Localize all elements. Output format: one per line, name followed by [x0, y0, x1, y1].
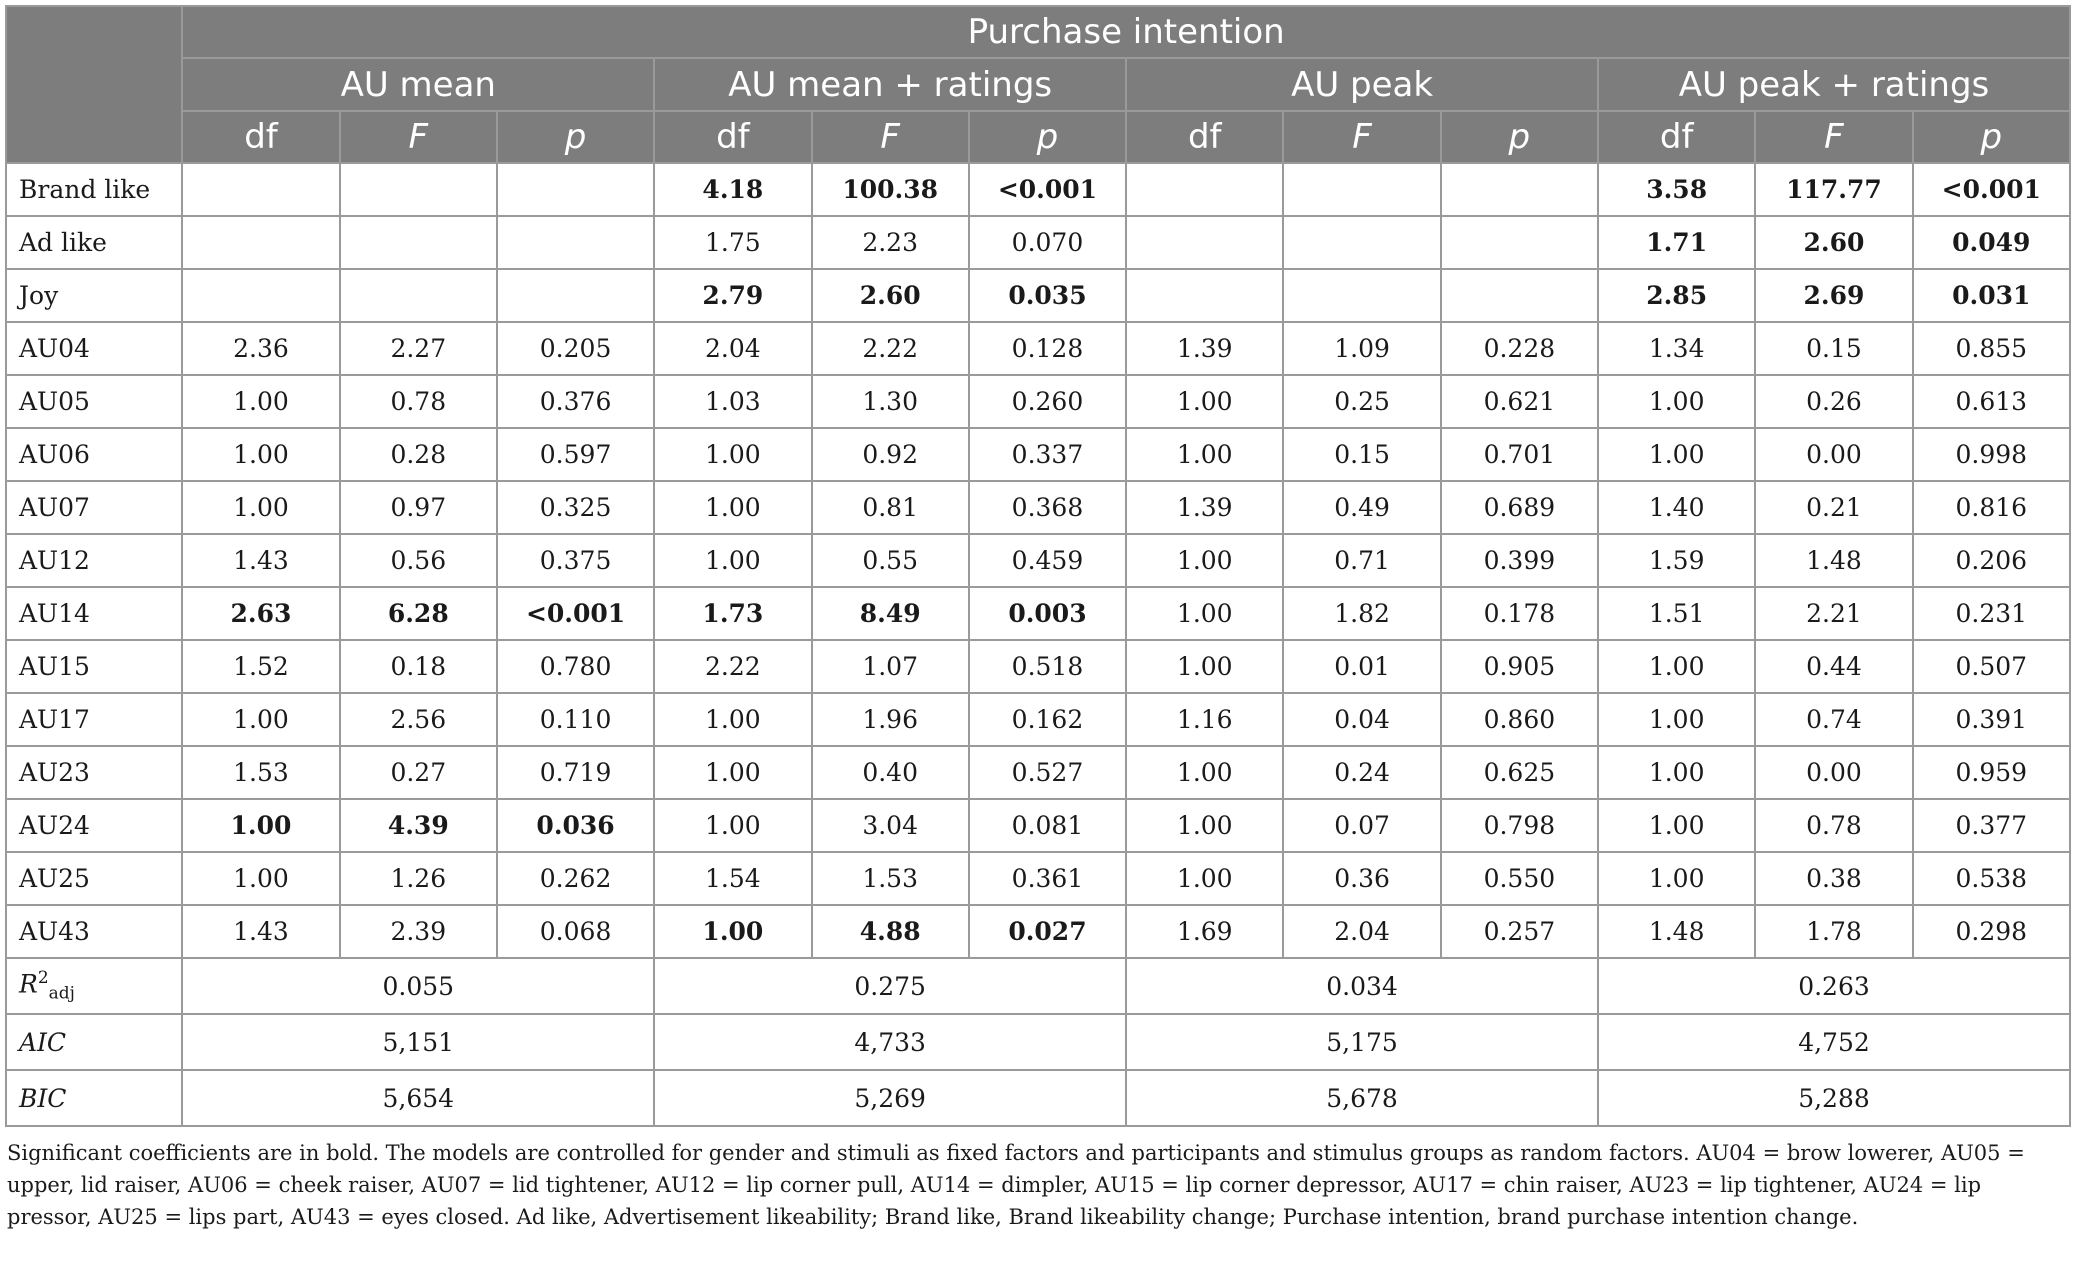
table-cell: [497, 163, 654, 216]
table-cell: [1283, 163, 1440, 216]
fit-row: [6, 1070, 2070, 1126]
table-row: [6, 322, 2070, 375]
table-cell: 0.031: [1913, 269, 2070, 322]
table-cell: 1.00: [1126, 746, 1283, 799]
fit-row: [6, 1014, 2070, 1070]
table-cell: 1.00: [182, 693, 339, 746]
table-cell: 0.780: [497, 640, 654, 693]
table-cell: 0.97: [340, 481, 497, 534]
table-cell: 0.92: [812, 428, 969, 481]
fit-value: 4,733: [654, 1014, 1126, 1070]
table-cell: 0.719: [497, 746, 654, 799]
table-row: [6, 534, 2070, 587]
table-cell: 0.361: [969, 852, 1126, 905]
table-cell: 1.00: [1126, 534, 1283, 587]
subheader-p: p: [969, 111, 1126, 163]
table-cell: [1441, 269, 1598, 322]
table-cell: [182, 269, 339, 322]
table-cell: 0.507: [1913, 640, 2070, 693]
row-label: AU04: [6, 322, 182, 375]
table-cell: 0.049: [1913, 216, 2070, 269]
table-cell: 1.69: [1126, 905, 1283, 958]
fit-label: [6, 958, 182, 1014]
table-cell: 0.325: [497, 481, 654, 534]
subheader-f: F: [1283, 111, 1440, 163]
table-cell: 0.035: [969, 269, 1126, 322]
table-cell: [497, 269, 654, 322]
table-cell: 0.28: [340, 428, 497, 481]
fit-label: BIC: [6, 1070, 182, 1126]
table-cell: 0.068: [497, 905, 654, 958]
table-cell: 1.48: [1755, 534, 1912, 587]
subheader-df: df: [1126, 111, 1283, 163]
table-cell: 0.399: [1441, 534, 1598, 587]
fit-value: 0.275: [654, 958, 1126, 1014]
table-cell: 4.39: [340, 799, 497, 852]
table-cell: 0.00: [1755, 428, 1912, 481]
table-cell: 3.58: [1598, 163, 1755, 216]
table-cell: 0.162: [969, 693, 1126, 746]
table-cell: 2.22: [654, 640, 811, 693]
table-cell: 2.85: [1598, 269, 1755, 322]
table-cell: 0.081: [969, 799, 1126, 852]
table-row: [6, 269, 2070, 322]
table-cell: 0.518: [969, 640, 1126, 693]
table-cell: 1.53: [812, 852, 969, 905]
table-cell: [1126, 269, 1283, 322]
table-cell: 1.59: [1598, 534, 1755, 587]
table-cell: 2.69: [1755, 269, 1912, 322]
table-cell: 1.26: [340, 852, 497, 905]
table-cell: 2.39: [340, 905, 497, 958]
table-cell: [497, 216, 654, 269]
table-cell: 1.39: [1126, 322, 1283, 375]
table-cell: 0.701: [1441, 428, 1598, 481]
subheader-p: p: [1913, 111, 2070, 163]
table-cell: 0.003: [969, 587, 1126, 640]
table-cell: 1.07: [812, 640, 969, 693]
table-cell: 1.00: [182, 481, 339, 534]
subheader-df: df: [654, 111, 811, 163]
table-cell: 0.377: [1913, 799, 2070, 852]
table-cell: 0.070: [969, 216, 1126, 269]
fit-value: 4,752: [1598, 1014, 2070, 1070]
table-cell: 1.73: [654, 587, 811, 640]
row-label: AU14: [6, 587, 182, 640]
subheader-df: df: [1598, 111, 1755, 163]
row-label: AU12: [6, 534, 182, 587]
table-cell: 1.00: [1126, 428, 1283, 481]
table-cell: 0.550: [1441, 852, 1598, 905]
table-cell: [1283, 269, 1440, 322]
table-cell: 0.206: [1913, 534, 2070, 587]
table-cell: 1.30: [812, 375, 969, 428]
fit-value: 5,288: [1598, 1070, 2070, 1126]
table-cell: 1.00: [1126, 375, 1283, 428]
table-cell: 1.00: [654, 746, 811, 799]
table-cell: 0.625: [1441, 746, 1598, 799]
fit-row: [6, 958, 2070, 1014]
table-cell: 0.27: [340, 746, 497, 799]
table-cell: 1.43: [182, 534, 339, 587]
table-cell: 0.257: [1441, 905, 1598, 958]
table-cell: 0.74: [1755, 693, 1912, 746]
row-label: AU05: [6, 375, 182, 428]
table-cell: 4.18: [654, 163, 811, 216]
table-cell: 0.55: [812, 534, 969, 587]
table-footnote: Significant coefficients are in bold. The models are controlled for gender and stimuli as fixed factors and participants and stimulus groups as random factors. AU04 = brow lowerer, AU05 = upper, lid raiser, AU06 = cheek raiser, AU07 = lid tightener, AU12 = lip corner pull, AU14 = dimpler, AU15 = lip corner depressor, AU17 = chin raiser, AU23 = lip tightener, AU24 = lip pressor, AU25 = lips part, AU43 = eyes closed. Ad like, Advertisement likeability; Brand like, Brand likeability change; Purchase intention, brand purchase intention change.: [7, 1141, 2025, 1229]
table-cell: 4.88: [812, 905, 969, 958]
results-table: [5, 5, 2071, 1127]
table-cell: 1.00: [1598, 799, 1755, 852]
table-row: [6, 852, 2070, 905]
table-cell: 1.09: [1283, 322, 1440, 375]
fit-label: AIC: [6, 1014, 182, 1070]
row-label: AU07: [6, 481, 182, 534]
table-cell: 0.368: [969, 481, 1126, 534]
table-cell: 1.00: [182, 375, 339, 428]
table-header: [6, 6, 2070, 163]
row-label: AU17: [6, 693, 182, 746]
table-cell: 1.00: [654, 905, 811, 958]
fit-value: 5,678: [1126, 1070, 1598, 1126]
subheader-row: [6, 111, 2070, 163]
table-cell: 1.34: [1598, 322, 1755, 375]
table-row: [6, 693, 2070, 746]
table-row: [6, 905, 2070, 958]
group-header-au-mean-ratings: AU mean + ratings: [654, 58, 1126, 111]
table-cell: 1.53: [182, 746, 339, 799]
table-cell: 0.260: [969, 375, 1126, 428]
table-cell: 0.298: [1913, 905, 2070, 958]
table-cell: 0.15: [1283, 428, 1440, 481]
table-cell: 0.71: [1283, 534, 1440, 587]
table-cell: 1.51: [1598, 587, 1755, 640]
row-label: AU24: [6, 799, 182, 852]
fit-value: 5,175: [1126, 1014, 1598, 1070]
table-row: [6, 375, 2070, 428]
subheader-p: p: [497, 111, 654, 163]
table-cell: 1.00: [654, 534, 811, 587]
table-cell: 0.40: [812, 746, 969, 799]
group-header-au-mean: AU mean: [182, 58, 654, 111]
table-cell: 1.75: [654, 216, 811, 269]
table-cell: 6.28: [340, 587, 497, 640]
table-cell: 1.00: [182, 852, 339, 905]
table-cell: 1.16: [1126, 693, 1283, 746]
table-cell: 0.262: [497, 852, 654, 905]
table-cell: 0.816: [1913, 481, 2070, 534]
table-cell: 0.459: [969, 534, 1126, 587]
table-row: [6, 216, 2070, 269]
table-cell: 0.01: [1283, 640, 1440, 693]
table-row: [6, 428, 2070, 481]
table-cell: 1.00: [1598, 428, 1755, 481]
table-cell: 2.60: [1755, 216, 1912, 269]
table-cell: [1441, 163, 1598, 216]
table-cell: 1.00: [1598, 693, 1755, 746]
table-row: [6, 799, 2070, 852]
table-cell: 8.49: [812, 587, 969, 640]
table-cell: [182, 163, 339, 216]
table-cell: 0.178: [1441, 587, 1598, 640]
table-cell: 1.00: [182, 799, 339, 852]
table-cell: 1.00: [1598, 640, 1755, 693]
table-cell: 1.00: [1598, 746, 1755, 799]
table-cell: 1.00: [654, 693, 811, 746]
row-label: AU43: [6, 905, 182, 958]
table-cell: [340, 216, 497, 269]
fit-value: 0.263: [1598, 958, 2070, 1014]
table-cell: 1.52: [182, 640, 339, 693]
subheader-f: F: [340, 111, 497, 163]
group-header-au-peak-ratings: AU peak + ratings: [1598, 58, 2070, 111]
fit-value: 5,654: [182, 1070, 654, 1126]
table-row: [6, 481, 2070, 534]
table-cell: 0.231: [1913, 587, 2070, 640]
table-cell: 0.110: [497, 693, 654, 746]
table-cell: 1.82: [1283, 587, 1440, 640]
table-cell: 0.04: [1283, 693, 1440, 746]
table-cell: [182, 216, 339, 269]
row-label: AU15: [6, 640, 182, 693]
table-cell: 0.027: [969, 905, 1126, 958]
table-cell: 0.24: [1283, 746, 1440, 799]
table-cell: 2.04: [1283, 905, 1440, 958]
table-body: [6, 163, 2070, 1126]
table-cell: 0.36: [1283, 852, 1440, 905]
table-cell: 2.56: [340, 693, 497, 746]
table-cell: 0.376: [497, 375, 654, 428]
table-cell: 0.860: [1441, 693, 1598, 746]
table-cell: 0.44: [1755, 640, 1912, 693]
table-cell: 0.26: [1755, 375, 1912, 428]
table-cell: 1.03: [654, 375, 811, 428]
table-cell: [1126, 216, 1283, 269]
table-cell: 0.375: [497, 534, 654, 587]
table-cell: 0.855: [1913, 322, 2070, 375]
table-cell: 2.21: [1755, 587, 1912, 640]
table-cell: 1.00: [1126, 852, 1283, 905]
table-cell: 1.43: [182, 905, 339, 958]
row-label: AU06: [6, 428, 182, 481]
table-cell: 0.527: [969, 746, 1126, 799]
table-cell: 2.27: [340, 322, 497, 375]
table-cell: <0.001: [969, 163, 1126, 216]
table-cell: 0.128: [969, 322, 1126, 375]
table-cell: [1283, 216, 1440, 269]
table-cell: 0.613: [1913, 375, 2070, 428]
table-container: [5, 5, 2071, 1233]
table-cell: 0.78: [1755, 799, 1912, 852]
table-cell: 1.71: [1598, 216, 1755, 269]
table-cell: 0.621: [1441, 375, 1598, 428]
table-cell: 0.228: [1441, 322, 1598, 375]
table-cell: 100.38: [812, 163, 969, 216]
fit-label-sup: 2: [37, 968, 49, 989]
fit-label-sub: adj: [48, 983, 75, 1004]
table-cell: 1.40: [1598, 481, 1755, 534]
table-cell: [1441, 216, 1598, 269]
table-cell: <0.001: [1913, 163, 2070, 216]
row-label: AU25: [6, 852, 182, 905]
table-cell: 0.998: [1913, 428, 2070, 481]
table-cell: 1.00: [1598, 852, 1755, 905]
table-cell: 2.23: [812, 216, 969, 269]
table-cell: 0.49: [1283, 481, 1440, 534]
table-cell: 1.00: [1126, 640, 1283, 693]
table-cell: 0.38: [1755, 852, 1912, 905]
table-cell: 0.25: [1283, 375, 1440, 428]
table-title: Purchase intention: [182, 6, 2070, 58]
table-row: [6, 163, 2070, 216]
fit-value: 0.055: [182, 958, 654, 1014]
table-cell: 3.04: [812, 799, 969, 852]
group-header-au-peak: AU peak: [1126, 58, 1598, 111]
table-cell: 117.77: [1755, 163, 1912, 216]
fit-label-base: R: [19, 969, 38, 999]
table-cell: 0.07: [1283, 799, 1440, 852]
table-cell: 1.78: [1755, 905, 1912, 958]
table-cell: 0.337: [969, 428, 1126, 481]
table-cell: 2.60: [812, 269, 969, 322]
table-cell: 1.39: [1126, 481, 1283, 534]
row-label: AU23: [6, 746, 182, 799]
table-cell: 0.689: [1441, 481, 1598, 534]
table-cell: 0.205: [497, 322, 654, 375]
table-cell: 0.56: [340, 534, 497, 587]
table-row: [6, 587, 2070, 640]
table-cell: 1.54: [654, 852, 811, 905]
table-cell: [340, 163, 497, 216]
table-cell: [340, 269, 497, 322]
table-row: [6, 746, 2070, 799]
table-cell: 1.96: [812, 693, 969, 746]
table-cell: 1.48: [1598, 905, 1755, 958]
table-cell: 0.798: [1441, 799, 1598, 852]
table-cell: 1.00: [654, 428, 811, 481]
table-cell: 0.391: [1913, 693, 2070, 746]
table-cell: 2.79: [654, 269, 811, 322]
subheader-df: df: [182, 111, 339, 163]
table-cell: 2.63: [182, 587, 339, 640]
table-cell: 1.00: [1126, 799, 1283, 852]
subheader-f: F: [1755, 111, 1912, 163]
table-cell: 0.21: [1755, 481, 1912, 534]
table-cell: 0.959: [1913, 746, 2070, 799]
table-cell: 0.81: [812, 481, 969, 534]
table-cell: 0.538: [1913, 852, 2070, 905]
table-cell: 1.00: [182, 428, 339, 481]
subheader-f: F: [812, 111, 969, 163]
header-corner: [6, 6, 182, 163]
table-row: [6, 640, 2070, 693]
row-label: Ad like: [6, 216, 182, 269]
row-label: Brand like: [6, 163, 182, 216]
table-cell: [1126, 163, 1283, 216]
table-cell: 1.00: [654, 799, 811, 852]
subheader-p: p: [1441, 111, 1598, 163]
table-cell: 0.18: [340, 640, 497, 693]
row-label: Joy: [6, 269, 182, 322]
table-cell: 2.36: [182, 322, 339, 375]
table-cell: 0.036: [497, 799, 654, 852]
fit-value: 5,269: [654, 1070, 1126, 1126]
table-cell: 0.597: [497, 428, 654, 481]
table-cell: 0.905: [1441, 640, 1598, 693]
table-cell: 1.00: [1598, 375, 1755, 428]
table-cell: 2.04: [654, 322, 811, 375]
table-cell: 1.00: [1126, 587, 1283, 640]
table-cell: 2.22: [812, 322, 969, 375]
table-cell: 1.00: [654, 481, 811, 534]
fit-value: 0.034: [1126, 958, 1598, 1014]
table-cell: 0.78: [340, 375, 497, 428]
table-cell: 0.15: [1755, 322, 1912, 375]
table-cell: <0.001: [497, 587, 654, 640]
fit-value: 5,151: [182, 1014, 654, 1070]
table-cell: 0.00: [1755, 746, 1912, 799]
